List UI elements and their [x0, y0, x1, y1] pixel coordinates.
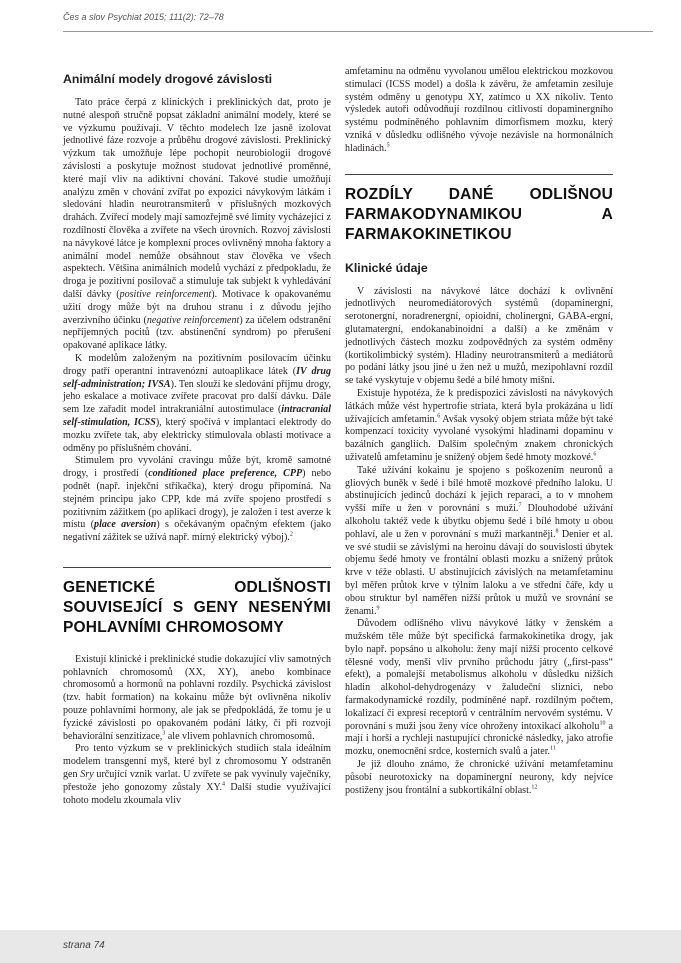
- section-heading-animal-models: Animální modely drogové závislosti: [63, 72, 273, 86]
- subsection-heading-clinical: Klinické údaje: [345, 260, 428, 275]
- paragraph: Existují klinické i preklinické studie dokazující vliv samotných pohlavních chromosomů (XX, XY), anebo kombinace chromosomů a hormonů na pohlavní rozdíly. Psychická závislost (tzv. habit formation) na kokainu může být ovlivněna nikoliv pouze pohlavními hormony, ale jak se předpokládá, že tomu je u fyzické závislosti po opakovaném podání látky, či při rozvoji behaviorální senzitizace,$^3$ ale vlivem pohlavních chromosomů.: [63, 653, 331, 742]
- paragraph: K modelům založeným na pozitivním posilovacím účinku drogy patří operantní intravenózní autoaplikace látek (IV drug self-administration; IVSA). Ten slouží ke sledování příjmu drogy, jeho eskalace a motivace zvířete pracovat pro další dávku. Dále sem lze zařadit model intrakraniální autostimulace (intracranial self-stimulation, ICSS), který spočívá v implantaci elektrody do mozku zvířete tak, aby elektricky stimulovala oblasti motivace a odměny po příslušném chování.: [63, 352, 331, 454]
- paragraph: amfetaminu na odměnu vyvolanou umělou elektrickou mozkovou stimulací (ICSS model) a došla k závěru, že amfetamin zesiluje systém odměny u genotypu XY, zatímco u XX nikoliv. Tento výsledek autoři odůvodňují rozdílnou citlivostí dopaminergního systému podmíněného pohlavním dimorfismem mozku, který vzniká v důsledku odlišného vývoje nezávisle na hormonálních hladinách.$^5$: [345, 66, 613, 154]
- section-rule: [63, 567, 331, 568]
- paragraph: Je již dlouho známo, že chronické užívání metamfetaminu působí neurotoxicky na dopaminergní neurony, kdy nejvíce postiženy jsou frontální a subkortikální oblast.$^{12}$: [345, 759, 613, 796]
- section-rule: [345, 174, 613, 175]
- section-heading-genetic: GENETICKÉ ODLIŠNOSTI SOUVISEJÍCÍ S GENY NESENÝMI POHLAVNÍMI CHROMOSOMY: [63, 578, 331, 636]
- right-column: [345, 66, 613, 797]
- paragraph: V závislosti na návykové látce dochází k ovlivnění jednotlivých neuromediátorových systémů (dopaminergní, serotonergní, noradrenergní, opioidní, cholinergní, GABA-ergní, glutamatergní, endokanabinoidní a další) a ke změnám v jednotlivých částech mozku zodpovědných za systém odměny (kortikolimbický systém). Hladiny neurotransmiterů a mediátorů po podání látky jsou jiné u žen než u mužů, mezipohlavní rozdíl se také vyskytuje v objemu šedé a bílé hmoty mišní.: [345, 285, 613, 387]
- page-footer: [0, 930, 681, 963]
- header-rule: [63, 31, 653, 32]
- paragraph: Stimulem pro vyvolání cravingu může být, kromě samotné drogy, i prostředí (conditioned place preference, CPP) nebo podnět (např. injekční stříkačka), který drogu připomíná. Na stejném principu jako CPP, kde má zvíře spojeno prostředí s pozitivním zážitkem (po aplikaci drogy), je založen i test averze k místu (place aversion) s očekávaným opačným efektem (jako negativní zážitek se užívá např. mírný elektrický výboj).$^2$: [63, 455, 331, 544]
- paragraph: Existuje hypotéza, že k predispozici závislosti na návykových látkách může vést hypertrofie striata, která byla prokázána u lidí užívajících amfetamin.$^6$ Avšak vysoký objem striata může být také kompenzací toxicity vyvolané vysokými hladinami dopaminu v bazálních gangliích. Dalším společným znakem chronických uživatelů amfetaminu je snížený objem šedé hmoty mozkové.$^6$: [345, 387, 613, 463]
- paragraph: Tato práce čerpá z klinických i preklinických dat, proto je nutné alespoň stručně popsat základní animální modely, které se ve výzkumu používají. V těchto modelech lze jasně izolovat jednotlivé fáze rozvoje a průběhu drogové závislosti. Preklinický výzkum tak umožňuje lépe pochopit neurobiologii drogové závislosti a poskytuje možnost studovat jednotlivé proměnné, které mají vliv na adiktivní chování. Takové studie umožňují analýzu změn v chování zvířat po expozici návykovým látkám i sledování hladin neurotransmiterů v příslušných mozkových drahách. Zvířecí modely mají samozřejmě své limity vycházející z rozdílností člověka a zvířete na všech úrovních. Rozvoj závislosti na návykové látce je komplexní proces ovlivněný mnoha faktory a animální model nemůže obsáhnout stav člověka ve všech aspektech. Většina animálních modelů vychází z předpokladu, že droga je pozitivní posilovač a stimuluje tak subjekt k vyhledávání další dávky (positive reinforcement). Motivace k opakovanému užití drogy může být na druhou stranu i z důvodu jejího averzivního účinku (negative reinforcement) za účelem odstranění nepříjemných pocitů (tzv. abstinenční syndrom) po přerušení opakované aplikace látky.: [63, 97, 332, 352]
- page-number: strana 74: [63, 940, 105, 951]
- running-header: Čes a slov Psychiat 2015; 111(2): 72–78: [63, 12, 224, 22]
- left-column: [63, 66, 331, 807]
- section-heading-pharmacology: ROZDÍLY DANÉ ODLIŠNOU FARMAKODYNAMIKOU A FARMAKOKINETIKOU: [345, 185, 613, 243]
- paragraph: Důvodem odlišného vlivu návykové látky v ženském a mužském těle může být specifická farmakokinetika drogy, jak bylo např. popsáno u alkoholu: ženy mají nižší procento celkové tělesné vody, menší vliv prvního průchodu játry („first-pass“ efekt), a pomalejší metabolismus alkoholu v důsledku nižších hladin alkohol-dehydrogenázy v žaludeční sliznici, nebo farmakodynamické rozdíly, podmíněné např. rozdílným počtem, lokalizací či expresí receptorů v centrálním nervovém systému. V porovnání s muži jsou ženy více ohroženy intoxikací alkoholu$^{10}$ a mají i horší a rychleji nastupující chronické následky, jako atrofie mozku, onemocnění srdce, kosterních svalů a jater.$^{11}$: [345, 618, 613, 758]
- paragraph: Také užívání kokainu je spojeno s poškozením neuronů a gliových buněk v šedé i bílé hmotě mozkové předního laloku. U abstinujících jedinců dochází k jejich reparaci, a to v mnohem vyšší míře u žen v porovnání s muži.$^7$ Dlouhodobé užívání alkoholu taktéž vede k úbytku objemu šedé i bílé hmoty u obou pohlaví, ale u žen v porovnání s muži markantněji.$^8$ Denier et al. ve své studii se závislými na heroinu dávají do souvislosti úbytek objemu šedé hmoty ve frontální oblasti mozku a snížený průtok krve v téže oblasti. U abstinujících závislých na metamfetaminu byl měřen průtok krve v týlním laloku a ve střední čáře, kdy u obou struktur byl naměřen nižší průtok u mužů ve srovnání se ženami.$^9$: [345, 464, 614, 617]
- paragraph: Pro tento výzkum se v preklinických studiích stala ideálním modelem transgenní myš, které byl z chromosomu Y odstraněn gen Sry určující vznik varlat. U zvířete se pak vyvinuly vaječníky, přestože jeho gonozomy zůstaly XY.$^4$ Další studie využívající tohoto modelu zkoumala vliv: [63, 743, 331, 806]
